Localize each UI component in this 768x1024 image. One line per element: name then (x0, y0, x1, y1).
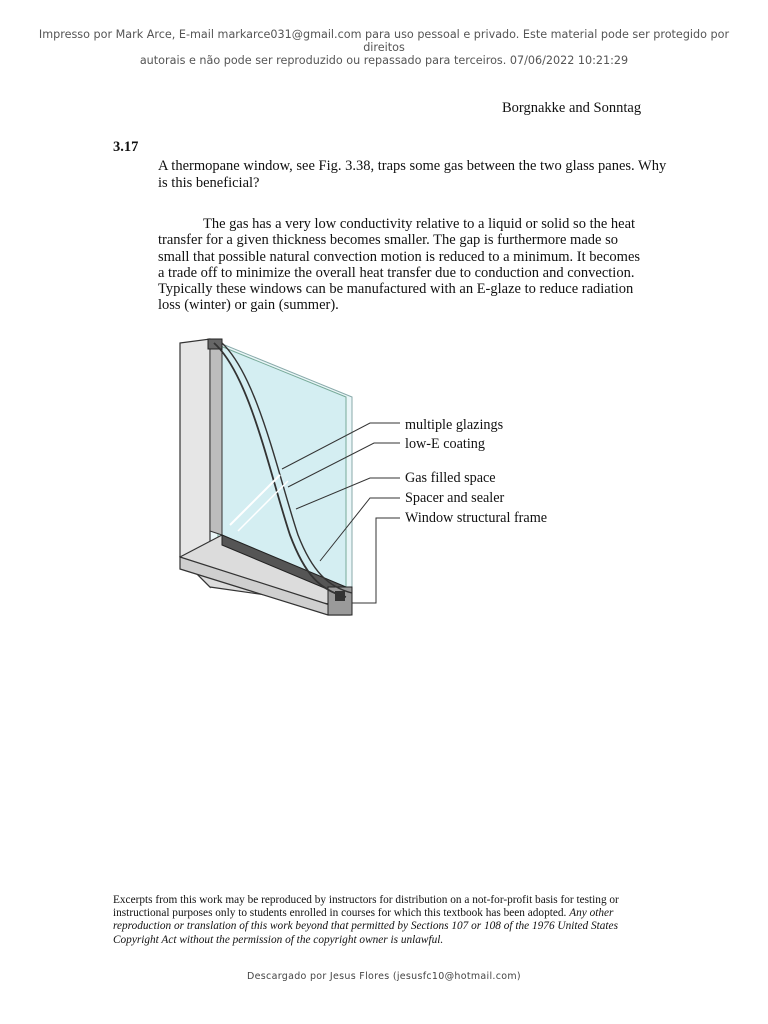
download-attribution: Descargado por Jesus Flores (jesusfc10@hotmail.com) (247, 971, 521, 982)
window-cross-section-illustration (170, 335, 590, 625)
thermopane-window-figure (170, 335, 590, 625)
problem-question: A thermopane window, see Fig. 3.38, traps some gas between the two glass panes. Why is this beneficial? (158, 158, 667, 191)
problem-number: 3.17 (113, 139, 139, 155)
copyright-italic: Any other reproduction or translation of this work beyond that permitted by Sections 107 or 108 of the 1976 United States Copyright Act without the permission of the copyright owner is unlawful. (113, 907, 618, 946)
watermark-line-2: autorais e não pode ser reproduzido ou repassado para terceiros. 07/06/2022 10:21:29 (139, 54, 629, 67)
label-spacer-and-sealer: Spacer and sealer (405, 490, 505, 506)
problem-answer (158, 216, 648, 314)
answer-text: The gas has a very low conductivity relative to a liquid or solid so the heat transfer for a given thickness becomes smaller. The gap is furthermore made so small that possible natural convection motion is reduced to a minimum. It becomes a trade off to minimize the overall heat transfer due to conduction and convection. Typically these windows can be manufactured with an E-glaze to reduce radiation loss (winter) or gain (summer). (158, 216, 641, 314)
label-gas-filled-space: Gas filled space (405, 470, 496, 486)
label-multiple-glazings: multiple glazings (405, 417, 504, 433)
book-authors: Borgnakke and Sonntag (502, 100, 642, 116)
print-watermark (20, 28, 748, 67)
watermark-line-1: Impresso por Mark Arce, E-mail markarce031@gmail.com para uso pessoal e privado. Este material pode ser protegido por direitos (38, 28, 730, 54)
copyright-plain: Excerpts from this work may be reproduced by instructors for distribution on a not-for-profit basis for testing or instructional purposes only to students enrolled in courses for which this textbook has been adopted. (113, 894, 619, 920)
label-window-structural-frame: Window structural frame (405, 510, 548, 526)
copyright-notice (113, 894, 658, 947)
label-low-e-coating: low-E coating (405, 436, 485, 452)
